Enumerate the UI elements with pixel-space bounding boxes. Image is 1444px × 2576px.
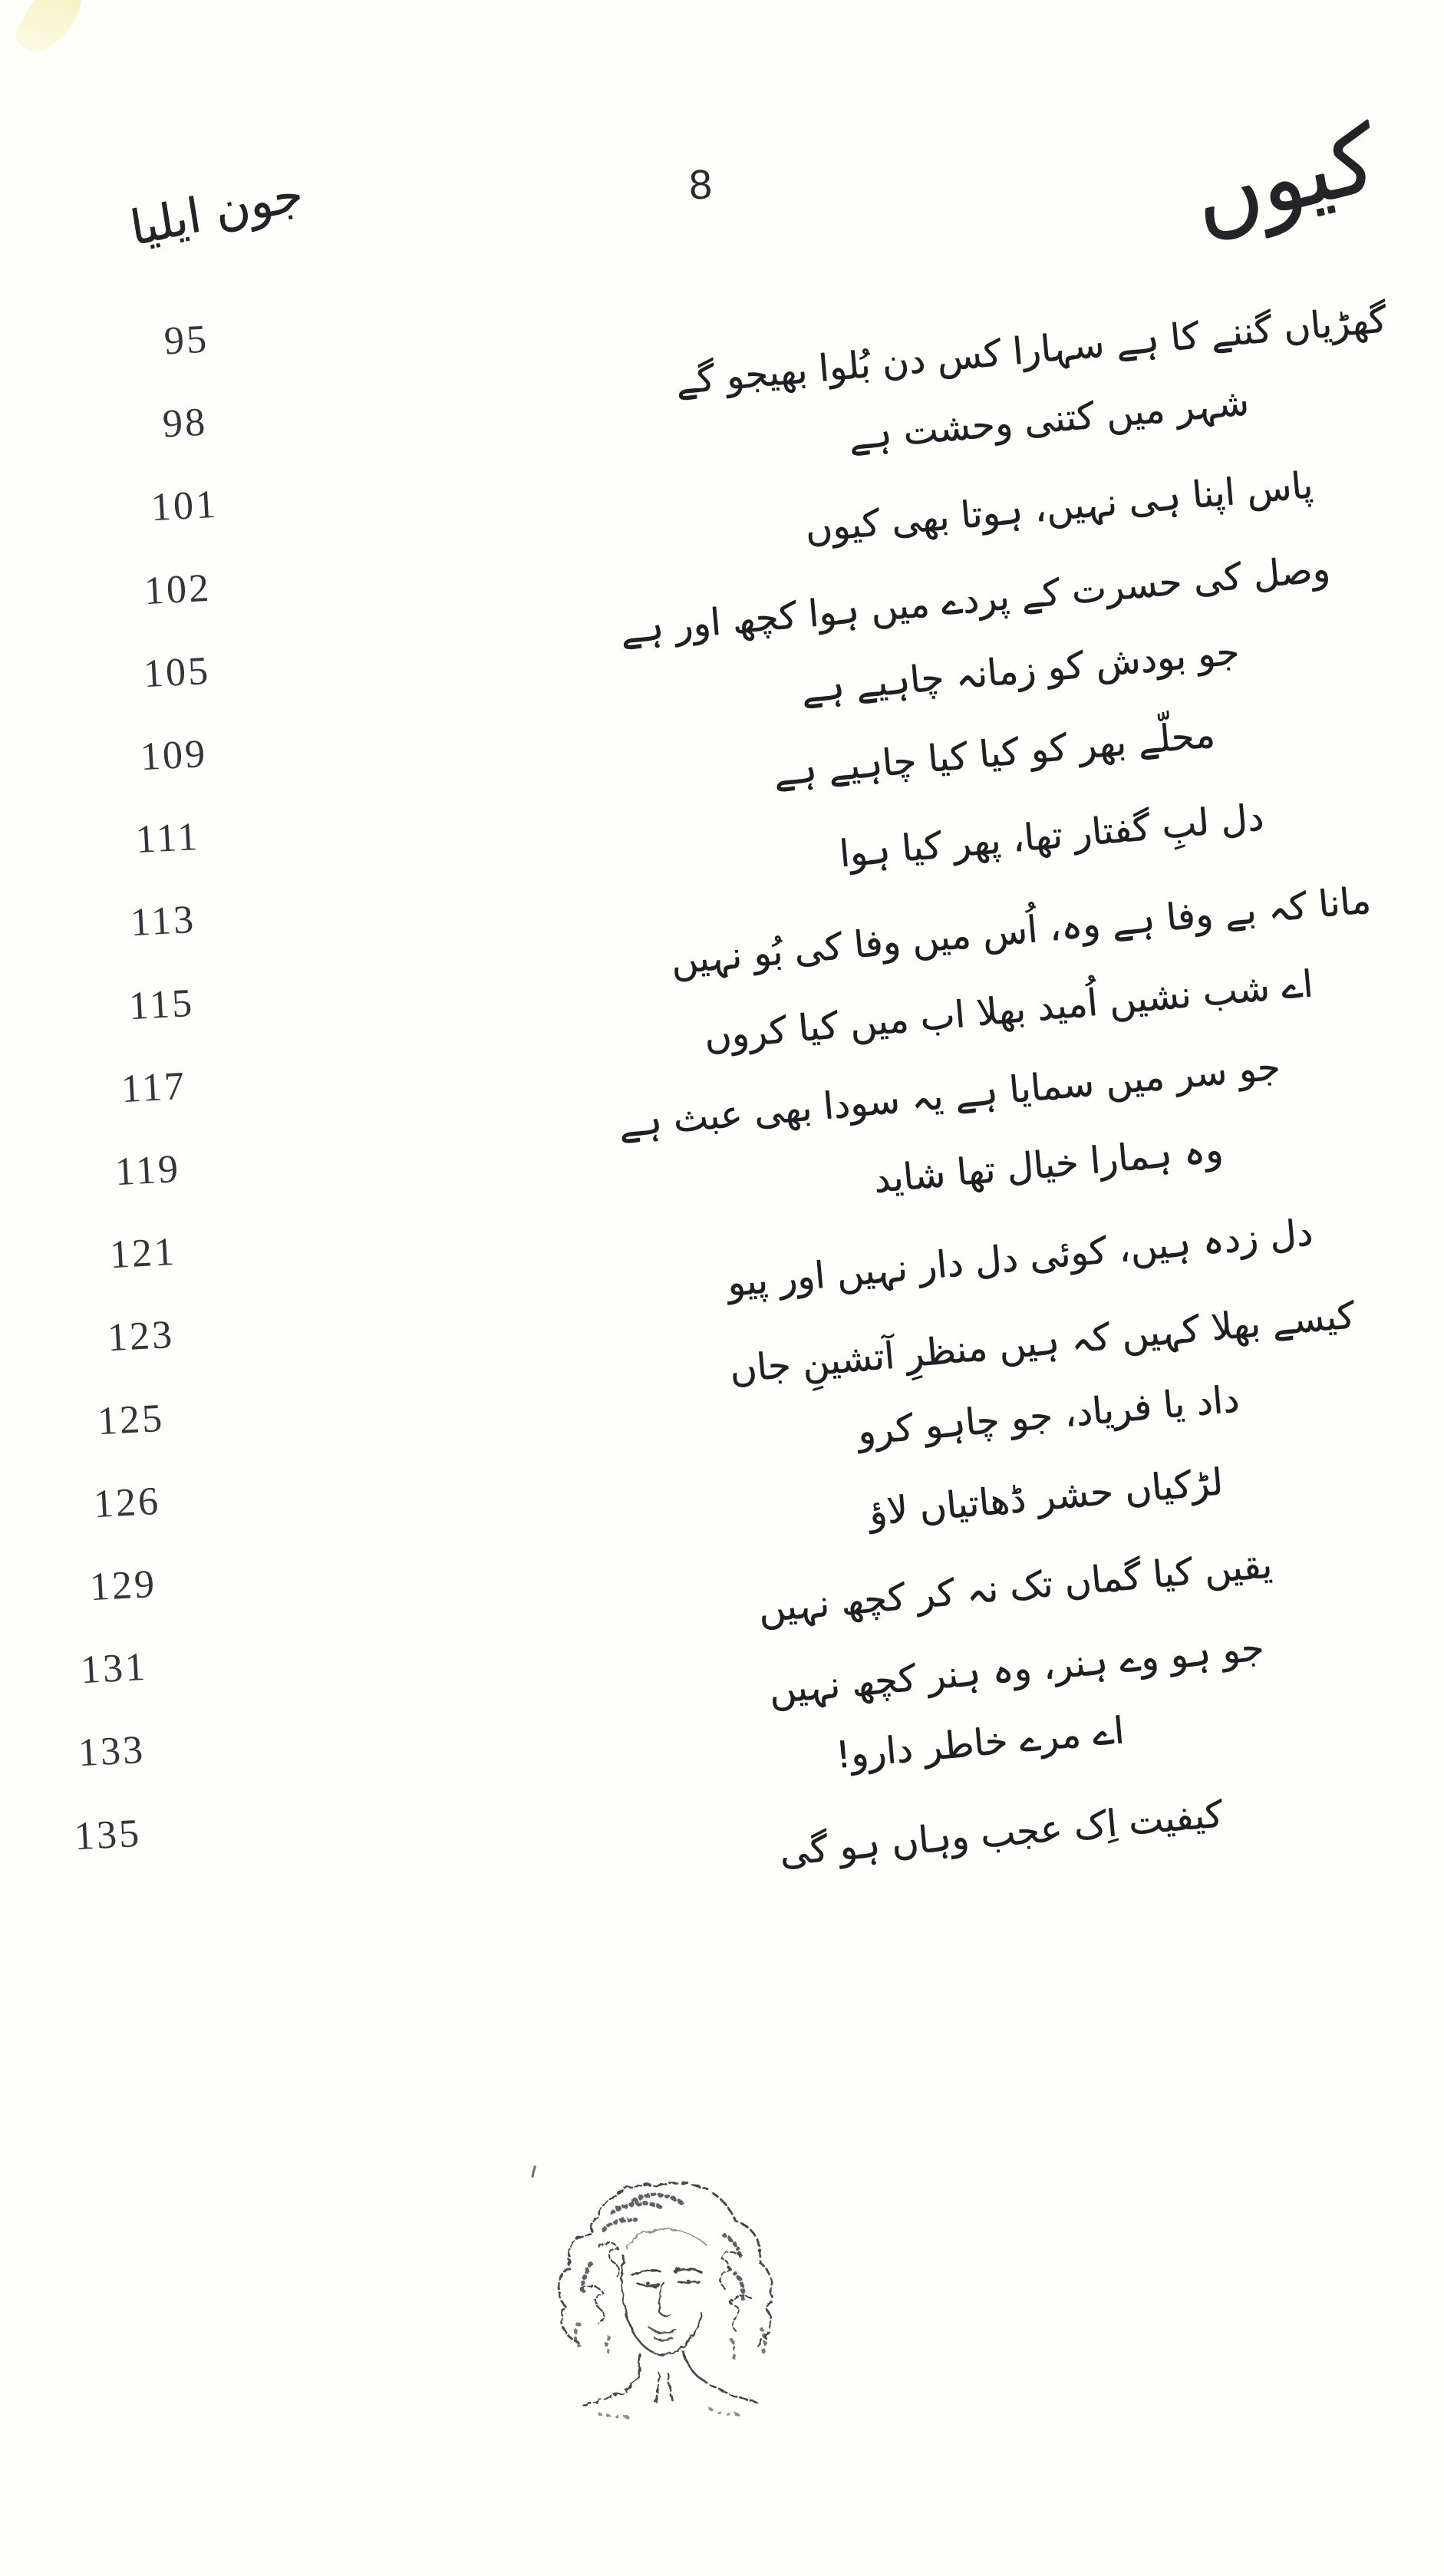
toc-row [0,460,1444,552]
toc-row [0,958,1444,1059]
toc-poem-title: جو بودش کو زمانہ چاہیے ہے [799,630,1241,712]
toc-row [0,875,1444,984]
toc-page-number: 101 [150,482,219,529]
toc-row [0,1290,1444,1392]
toc-page-number: 111 [134,814,201,862]
toc-row [0,543,1444,653]
toc-poem-title: مانا کہ بے وفا ہے وہ، اُس میں وفا کی بُو نہیں [668,879,1373,984]
toc-poem-title: وہ ہمارا خیال تھا شاید [872,1128,1225,1202]
toc-row [0,294,1444,404]
toc-page-number: 119 [114,1146,182,1194]
toc-page-number: 125 [96,1396,166,1443]
author-portrait-sketch-icon [528,2153,807,2460]
toc-row [0,1539,1444,1631]
toc-page-number: 117 [120,1064,188,1111]
scan-corner-artifact [10,0,92,62]
toc-poem-title: دل زدہ ہیں، کوئی دل دار نہیں اور پیو [725,1211,1315,1306]
toc-page-number: 95 [163,317,210,363]
toc-poem-title: محلّے بھر کو کیا کیا چاہیے ہے [771,713,1217,795]
toc-page-number: 121 [108,1229,178,1277]
toc-row [0,377,1444,469]
toc-poem-title: اے مرے خاطر دارو! [834,1709,1126,1778]
toc-poem-title: پاس اپنا ہی نہیں، ہوتا بھی کیوں [803,463,1315,552]
toc-page-number: 126 [92,1479,162,1526]
toc-page-number: 113 [129,897,197,945]
toc-page-number: 98 [161,400,209,446]
toc-page-number: 102 [143,566,213,613]
toc-row [0,1374,1444,1466]
toc-poem-title: داد یا فریاد، جو چاہو کرو [856,1377,1241,1454]
toc-poem-title: جو ہو وے ہنر، وہ ہنر کچھ نہیں [767,1626,1266,1713]
toc-poem-title: کیفیت اِک عجب وہاں ہو گی [778,1793,1225,1875]
toc-poem-title: جو سر میں سمایا ہے یہ سودا بھی عبث ہے [616,1045,1282,1146]
toc-poem-title: لڑکیاں حشر ڈھاتیاں لاؤ [867,1460,1225,1535]
author-name: جون ایلیا [126,164,307,257]
toc-row [0,626,1444,718]
toc-page-number: 131 [79,1644,149,1692]
book-title-calligraphy: کیوں [1185,103,1383,253]
toc-page-number: 109 [139,731,209,779]
toc-page-number: 115 [127,981,196,1028]
toc-page-number: 129 [88,1562,158,1609]
toc-page-number: 123 [106,1312,176,1360]
toc-row [0,1789,1444,1881]
toc-poem-title: یقیں کیا گماں تک نہ کر کچھ نہیں [757,1543,1274,1631]
toc-row [0,1124,1444,1216]
toc-row [0,1041,1444,1146]
toc-row [0,709,1444,801]
toc-poem-title: گھڑیاں گننے کا ہے سہارا کس دن بُلوا بھیجو گے [674,298,1389,404]
toc-poem-title: دل لبِ گفتار تھا، پھر کیا ہوا [837,796,1266,876]
toc-page-number: 133 [77,1727,147,1775]
toc-row [0,1705,1444,1797]
toc-poem-title: کیسے بھلا کہیں کہ ہیں منظرِ آتشینِ جاں [727,1294,1357,1392]
toc-page-number: 105 [142,648,212,696]
toc-row [0,1622,1444,1714]
toc-row [0,792,1444,884]
toc-poem-title: اے شب نشیں اُمید بھلا اب میں کیا کروں [702,962,1315,1059]
toc-page-number: 135 [73,1811,143,1859]
toc-row [0,1207,1444,1306]
page-number: 8 [687,161,714,209]
toc-poem-title: وصل کی حسرت کے پردے میں ہوا کچھ اور ہے [618,547,1332,653]
toc-poem-title: شہر میں کتنی وحشت ہے [846,381,1251,459]
toc-row [0,1456,1444,1549]
